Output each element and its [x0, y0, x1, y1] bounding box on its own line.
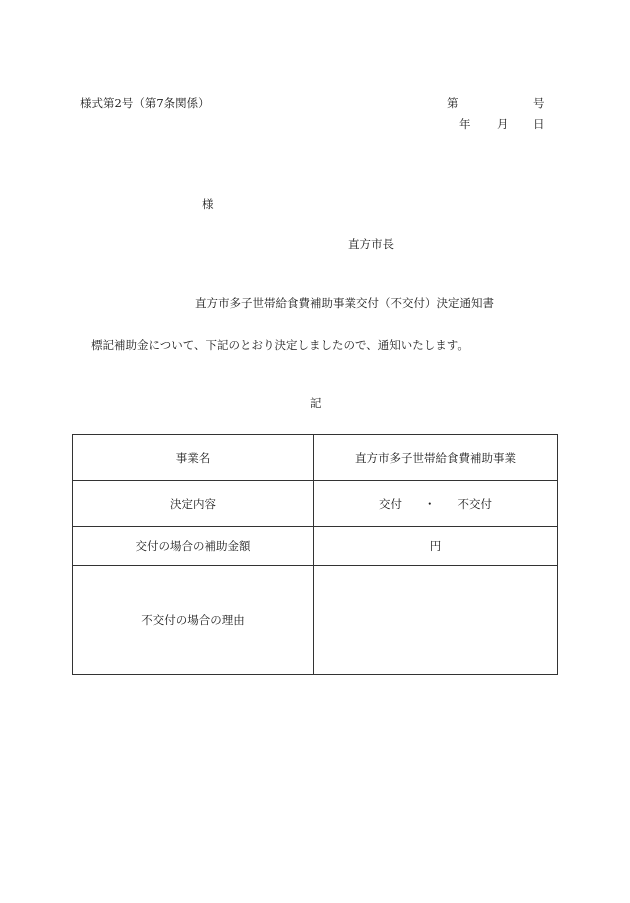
- decision-option-grant: 交付: [379, 496, 402, 511]
- ki-label: 記: [310, 396, 322, 410]
- decision-value: [314, 481, 558, 527]
- date-month-label: 月: [497, 117, 509, 131]
- doc-number-suffix: 号: [533, 96, 545, 110]
- document-title: 直方市多子世帯給食費補助事業交付（不交付）決定通知書: [195, 296, 494, 310]
- table-row-project-name: [73, 435, 558, 481]
- amount-label: 交付の場合の補助金額: [73, 527, 314, 566]
- recipient-honorific: 様: [202, 197, 214, 211]
- table-row-amount: [73, 527, 558, 566]
- table-row-reason: [73, 566, 558, 675]
- decision-separator: ・: [424, 496, 436, 511]
- amount-unit: 円: [429, 539, 442, 553]
- sender-name: 直方市長: [348, 237, 394, 251]
- project-name-value: 直方市多子世帯給食費補助事業: [314, 435, 558, 481]
- date-year-label: 年: [459, 117, 471, 131]
- form-number: 様式第2号（第7条関係）: [80, 96, 210, 110]
- detail-table: [72, 434, 558, 675]
- body-text: 標記補助金について、下記のとおり決定しましたので、通知いたします。: [91, 338, 469, 352]
- decision-option-nongrant: 不交付: [457, 496, 492, 511]
- table-row-decision: [73, 481, 558, 527]
- project-name-label: 事業名: [73, 435, 314, 481]
- doc-number-prefix: 第: [447, 96, 459, 110]
- reason-label: 不交付の場合の理由: [73, 566, 314, 675]
- reason-value: [314, 566, 558, 675]
- decision-label: 決定内容: [73, 481, 314, 527]
- amount-value: [314, 527, 558, 566]
- date-day-label: 日: [533, 117, 545, 131]
